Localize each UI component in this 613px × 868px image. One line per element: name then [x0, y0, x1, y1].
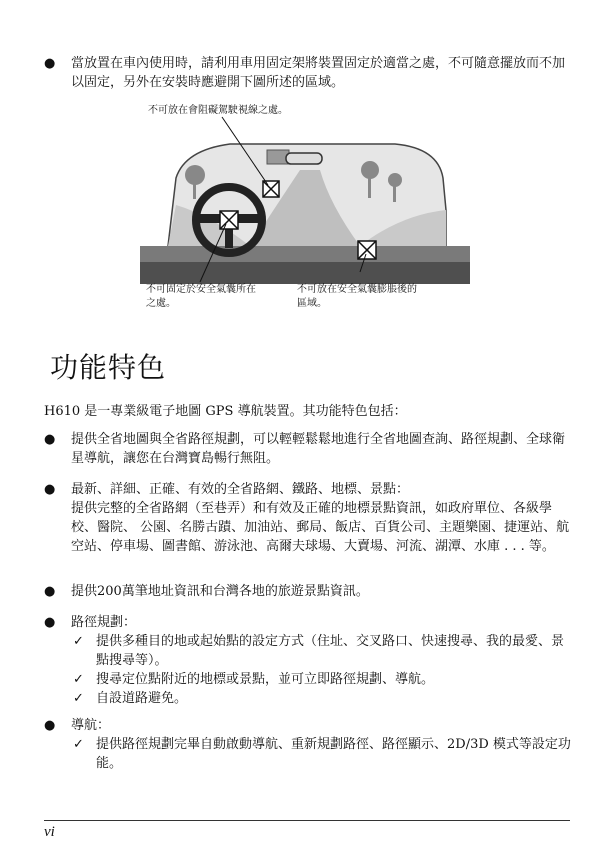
callout-right — [297, 283, 417, 311]
route-subitem-text: 提供多種目的地或起始點的設定方式（住址、交叉路口、快速搜尋、我的最愛、景點搜尋等）。 — [96, 634, 565, 668]
feature-item-route — [44, 613, 574, 708]
check-icon: ✓ — [73, 737, 84, 752]
feature-item — [44, 480, 574, 556]
feature-text: 提供200萬筆地址資訊和台灣各地的旅遊景點資訊。 — [71, 584, 369, 599]
callout-right-line2: 區域。 — [297, 298, 327, 309]
placement-text: 當放置在車內使用時，請利用車用固定架將裝置固定於適當之處，不可隨意擺放而不加以固定，另外在安裝時應避開下圖所述的區域。 — [71, 56, 566, 90]
feature-text: 導航： — [71, 718, 111, 733]
nav-subitem-text: 提供路徑規劃完畢自動啟動導航、重新規劃路徑、路徑顯示、2D/3D 模式等設定功能。 — [96, 737, 571, 771]
feature-text: 提供全省地圖與全省路徑規劃，可以輕輕鬆鬆地進行全省地圖查詢、路徑規劃、全球衛星導航，讓您在台灣寶島暢行無阻。 — [71, 432, 566, 466]
feature-text: 路徑規劃： — [71, 615, 137, 630]
check-icon: ✓ — [73, 634, 84, 649]
nav-subitem — [71, 735, 574, 773]
route-subitem — [71, 689, 574, 708]
route-subitem — [71, 632, 574, 670]
check-icon: ✓ — [73, 691, 84, 706]
check-icon: ✓ — [73, 672, 84, 687]
no-place-airbag-expand-icon — [358, 241, 376, 259]
section-heading: 功能特色 — [50, 351, 167, 384]
feature-text: 最新、詳細、正確、有效的全省路網、鐵路、地標、景點： — [71, 482, 410, 497]
bullet-icon: ● — [44, 584, 56, 599]
callout-left-line1: 不可固定於安全氣囊所在 — [146, 284, 256, 295]
callout-right-line1: 不可放在安全氣囊膨脹後的 — [297, 284, 417, 295]
feature-item — [44, 430, 574, 468]
callout-top: 不可放在會阻礙駕駛視線之處。 — [148, 105, 288, 116]
footer-rule — [44, 820, 570, 821]
bullet-icon: ● — [44, 615, 56, 630]
route-subitem — [71, 670, 574, 689]
dashboard-lower — [140, 262, 470, 284]
bullet-icon: ● — [44, 482, 56, 497]
no-place-airbag-icon — [220, 211, 238, 229]
bullet-icon: ● — [44, 718, 56, 733]
route-subitem-text: 搜尋定位點附近的地標或景點，並可立即路徑規劃、導航。 — [96, 672, 435, 687]
intro-text: H610 是一專業級電子地圖 GPS 導航裝置。其功能特色包括： — [44, 404, 407, 419]
bullet-icon: ● — [44, 56, 56, 71]
rear-mirror — [286, 153, 322, 164]
callout-left — [146, 283, 256, 311]
bullet-icon: ● — [44, 432, 56, 447]
feature-item-navigation — [44, 716, 574, 773]
feature-item — [44, 582, 574, 601]
route-subitem-text: 自設道路避免。 — [96, 691, 188, 706]
page-number: vi — [44, 824, 55, 840]
no-place-mirror-icon — [263, 181, 279, 197]
callout-left-line2: 之處。 — [146, 298, 176, 309]
feature-detail-text: 提供完整的全省路網（至巷弄）和有效及正確的地標景點資訊，如政府單位、各級學校、醫院、 公園、名勝古蹟、加油站、郵局、飯店、百貨公司、主題樂園、捷運站、航空站、停車場、圖書館、游泳池、高爾夫球場、大賣場、河流、湖潭、水庫 . . . 等。 — [71, 501, 570, 554]
